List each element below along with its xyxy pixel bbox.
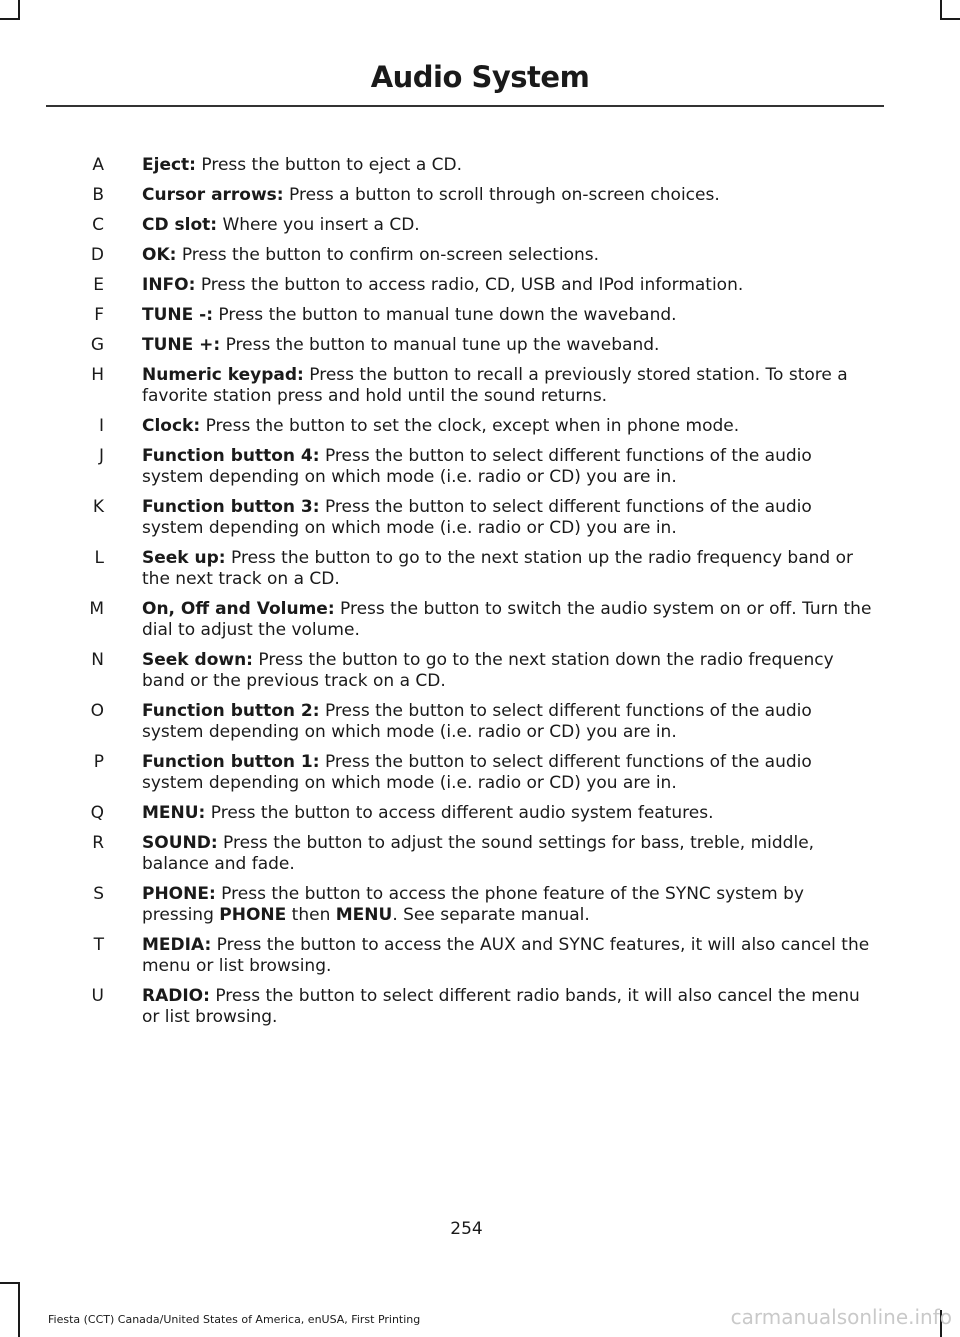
legend-term: OK: [142, 245, 177, 265]
legend-desc: Press the button to manual tune up the waveband. [220, 335, 660, 355]
legend-letter: A [92, 155, 104, 175]
legend-desc: Press the button to access the phone feature of the SYNC system by pressing [142, 884, 804, 925]
legend-item [0, 833, 960, 875]
legend-desc: Press the button to confirm on-screen selections. [176, 245, 600, 265]
legend-desc: Press the button to access the AUX and SYNC features, it will also cancel the menu or list browsing. [142, 935, 870, 976]
legend-term: Function button 2: [142, 701, 320, 721]
legend-desc: Press the button to switch the audio system on or off. Turn the dial to adjust the volume. [142, 599, 872, 640]
legend-term: INFO: [142, 275, 196, 295]
legend-term: TUNE -: [142, 305, 214, 325]
legend-desc: Press the button to access different audio system features. [205, 803, 714, 823]
legend-item [0, 701, 960, 743]
legend-description [142, 365, 874, 407]
legend-term-inline: PHONE [219, 905, 287, 925]
legend-description [142, 446, 874, 488]
legend-term: Function button 3: [142, 497, 320, 517]
crop-mark-top-left-vertical [18, 0, 20, 20]
legend-term: Seek up: [142, 548, 226, 568]
legend-item [0, 365, 960, 407]
legend-description [142, 245, 874, 266]
crop-mark-top-right-horizontal [940, 18, 960, 20]
legend-description [142, 752, 874, 794]
legend-item [0, 215, 960, 236]
page-title: Audio System [370, 60, 590, 94]
legend-letter: T [93, 935, 104, 955]
legend-desc: Press the button to manual tune down the waveband. [213, 305, 677, 325]
legend-desc: Press the button to select different functions of the audio system depending on which mode (i.e. radio or CD) you are in. [142, 497, 812, 538]
legend-description [142, 275, 874, 296]
legend-desc: Press the button to go to the next station down the radio frequency band or the previous track on a CD. [142, 650, 834, 691]
legend-letter: J [98, 446, 104, 466]
legend-term: Numeric keypad: [142, 365, 304, 385]
legend-letter: S [93, 884, 104, 904]
legend-desc: Press the button to eject a CD. [195, 155, 463, 175]
legend-letter: G [90, 335, 104, 355]
legend-desc: Press the button to set the clock, except when in phone mode. [200, 416, 740, 436]
legend-description [142, 884, 874, 926]
legend-letter: Q [90, 803, 104, 823]
crop-mark-bottom-left-vertical [18, 1282, 20, 1337]
legend-item [0, 185, 960, 206]
legend-letter: F [94, 305, 104, 325]
legend-desc: Press the button to access radio, CD, USB and IPod information. [195, 275, 744, 295]
legend-description [142, 185, 874, 206]
legend-item [0, 245, 960, 266]
legend-letter: I [98, 416, 104, 436]
legend-letter: P [93, 752, 104, 772]
legend-description [142, 650, 874, 692]
legend-item [0, 599, 960, 641]
legend-letter: C [92, 215, 104, 235]
legend-description [142, 548, 874, 590]
legend-desc: Press the button to select different radio bands, it will also cancel the menu or list browsing. [142, 986, 860, 1027]
legend-desc: Press the button to recall a previously stored station. To store a favorite station press and hold until the sound returns. [142, 365, 848, 406]
legend-item [0, 650, 960, 692]
legend-description [142, 833, 874, 875]
legend-item [0, 986, 960, 1028]
legend-term-inline: MENU [335, 905, 393, 925]
legend-desc: Press the button to select different functions of the audio system depending on which mode (i.e. radio or CD) you are in. [142, 752, 812, 793]
legend-term: Function button 4: [142, 446, 320, 466]
legend-item [0, 752, 960, 794]
legend-term: RADIO: [142, 986, 210, 1006]
legend-item [0, 416, 960, 437]
legend-letter: D [90, 245, 104, 265]
legend-term: Clock: [142, 416, 201, 436]
legend-list [0, 155, 960, 1037]
legend-desc: Press the button to go to the next station up the radio frequency band or the next track on a CD. [142, 548, 853, 589]
legend-description [142, 335, 874, 356]
legend-letter: H [91, 365, 104, 385]
legend-description [142, 305, 874, 326]
crop-mark-top-right-vertical [940, 0, 942, 20]
legend-item [0, 335, 960, 356]
legend-letter: K [92, 497, 104, 517]
legend-item [0, 275, 960, 296]
legend-desc-tail: . See separate manual. [392, 905, 590, 925]
legend-term: PHONE: [142, 884, 216, 904]
legend-desc: Press the button to select different functions of the audio system depending on which mode (i.e. radio or CD) you are in. [142, 446, 812, 487]
legend-item [0, 548, 960, 590]
legend-letter: O [90, 701, 104, 721]
legend-term: CD slot: [142, 215, 218, 235]
legend-letter: U [91, 986, 104, 1006]
legend-description [142, 935, 874, 977]
legend-item [0, 803, 960, 824]
legend-item [0, 305, 960, 326]
page-number: 254 [450, 1219, 483, 1239]
legend-description [142, 215, 874, 236]
legend-letter: B [92, 185, 104, 205]
legend-item [0, 446, 960, 488]
legend-letter: N [91, 650, 104, 670]
legend-term: MEDIA: [142, 935, 212, 955]
legend-desc: Press a button to scroll through on-screen choices. [283, 185, 720, 205]
legend-term: Function button 1: [142, 752, 320, 772]
legend-description [142, 416, 874, 437]
legend-term: MENU: [142, 803, 206, 823]
legend-description [142, 497, 874, 539]
legend-letter: L [94, 548, 104, 568]
legend-description [142, 155, 874, 176]
legend-description [142, 701, 874, 743]
legend-term: SOUND: [142, 833, 218, 853]
legend-item [0, 935, 960, 977]
legend-desc: Press the button to adjust the sound settings for bass, treble, middle, balance and fade. [142, 833, 815, 874]
legend-description [142, 986, 874, 1028]
legend-desc-mid: then [286, 905, 336, 925]
legend-desc: Where you insert a CD. [217, 215, 420, 235]
legend-term: Eject: [142, 155, 196, 175]
legend-term: On, Off and Volume: [142, 599, 335, 619]
legend-letter: E [93, 275, 104, 295]
legend-item [0, 497, 960, 539]
legend-item [0, 155, 960, 176]
legend-letter: M [89, 599, 104, 619]
crop-mark-top-left-horizontal [0, 18, 20, 20]
legend-desc: Press the button to select different functions of the audio system depending on which mode (i.e. radio or CD) you are in. [142, 701, 812, 742]
footer-text: Fiesta (CCT) Canada/United States of America, enUSA, First Printing [48, 1313, 421, 1326]
legend-description [142, 599, 874, 641]
legend-item [0, 884, 960, 926]
crop-mark-bottom-left-horizontal [0, 1282, 20, 1284]
watermark: carmanualsonline.info [730, 1305, 952, 1329]
legend-term: Cursor arrows: [142, 185, 284, 205]
legend-description [142, 803, 874, 824]
legend-term: TUNE +: [142, 335, 221, 355]
legend-letter: R [92, 833, 104, 853]
legend-term: Seek down: [142, 650, 253, 670]
header-rule [46, 105, 884, 107]
